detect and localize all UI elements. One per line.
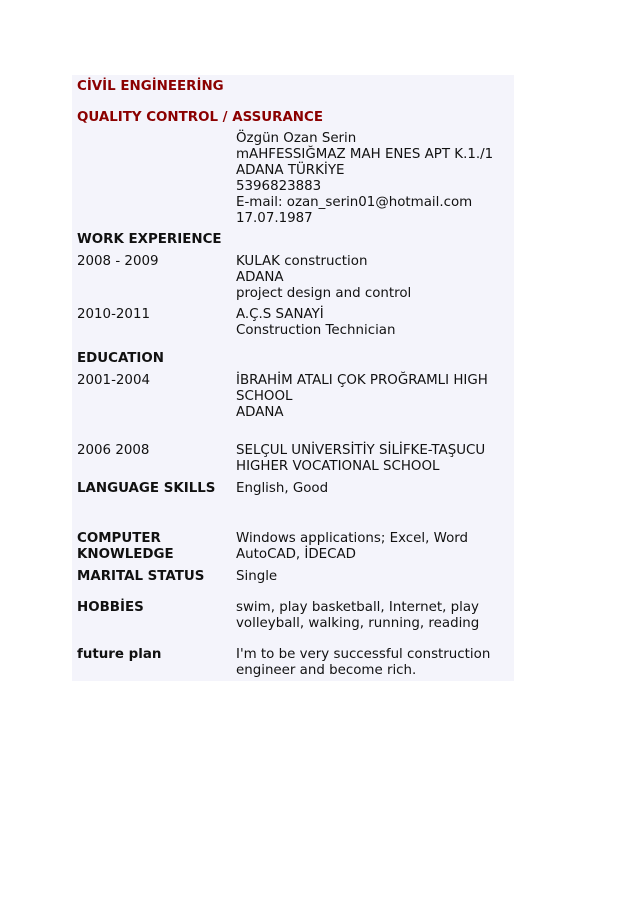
resume-subtitle: QUALITY CONTROL / ASSURANCE [77,110,323,125]
computer-label: COMPUTER [77,531,161,546]
education-line: ADANA [236,405,284,420]
contact-phone: 5396823883 [236,179,322,194]
work-line: ADANA [236,270,284,285]
contact-address: mAHFESSIĞMAZ MAH ENES APT K.1./1 [236,147,494,162]
hobbies-label: HOBBİES [77,600,144,615]
language-value: English, Good [236,481,329,496]
marital-value: Single [236,569,278,584]
hobbies-line: swim, play basketball, Internet, play [236,600,479,615]
resume-title: CİVİL ENGİNEERİNG [77,79,224,94]
work-period: 2008 - 2009 [77,254,159,269]
contact-city: ADANA TÜRKİYE [236,163,345,178]
work-line: project design and control [236,286,412,301]
future-plan-line: I'm to be very successful construction [236,647,491,662]
education-period: 2001-2004 [77,373,150,388]
education-heading: EDUCATION [77,351,164,366]
contact-name: Özgün Ozan Serin [236,131,357,146]
education-line: İBRAHİM ATALI ÇOK PROĞRAMLI HIGH [236,373,488,388]
hobbies-line: volleyball, walking, running, reading [236,616,480,631]
marital-label: MARITAL STATUS [77,569,205,584]
computer-label: KNOWLEDGE [77,547,174,562]
education-line: SELÇUL UNİVERSİTİY SİLİFKE-TAŞUCU [236,443,486,458]
work-line: Construction Technician [236,323,396,338]
contact-birthdate: 17.07.1987 [236,211,313,226]
education-line: HIGHER VOCATIONAL SCHOOL [236,459,440,474]
language-label: LANGUAGE SKILLS [77,481,216,496]
work-line: A.Ç.S SANAYİ [236,307,324,322]
future-plan-label: future plan [77,647,162,662]
work-experience-heading: WORK EXPERIENCE [77,232,222,247]
work-line: KULAK construction [236,254,368,269]
education-line: SCHOOL [236,389,293,404]
computer-line: AutoCAD, İDECAD [236,547,356,562]
contact-email: E-mail: ozan_serin01@hotmail.com [236,195,473,210]
work-period: 2010-2011 [77,307,150,322]
education-period: 2006 2008 [77,443,150,458]
computer-line: Windows applications; Excel, Word [236,531,469,546]
future-plan-line: engineer and become rich. [236,663,417,678]
